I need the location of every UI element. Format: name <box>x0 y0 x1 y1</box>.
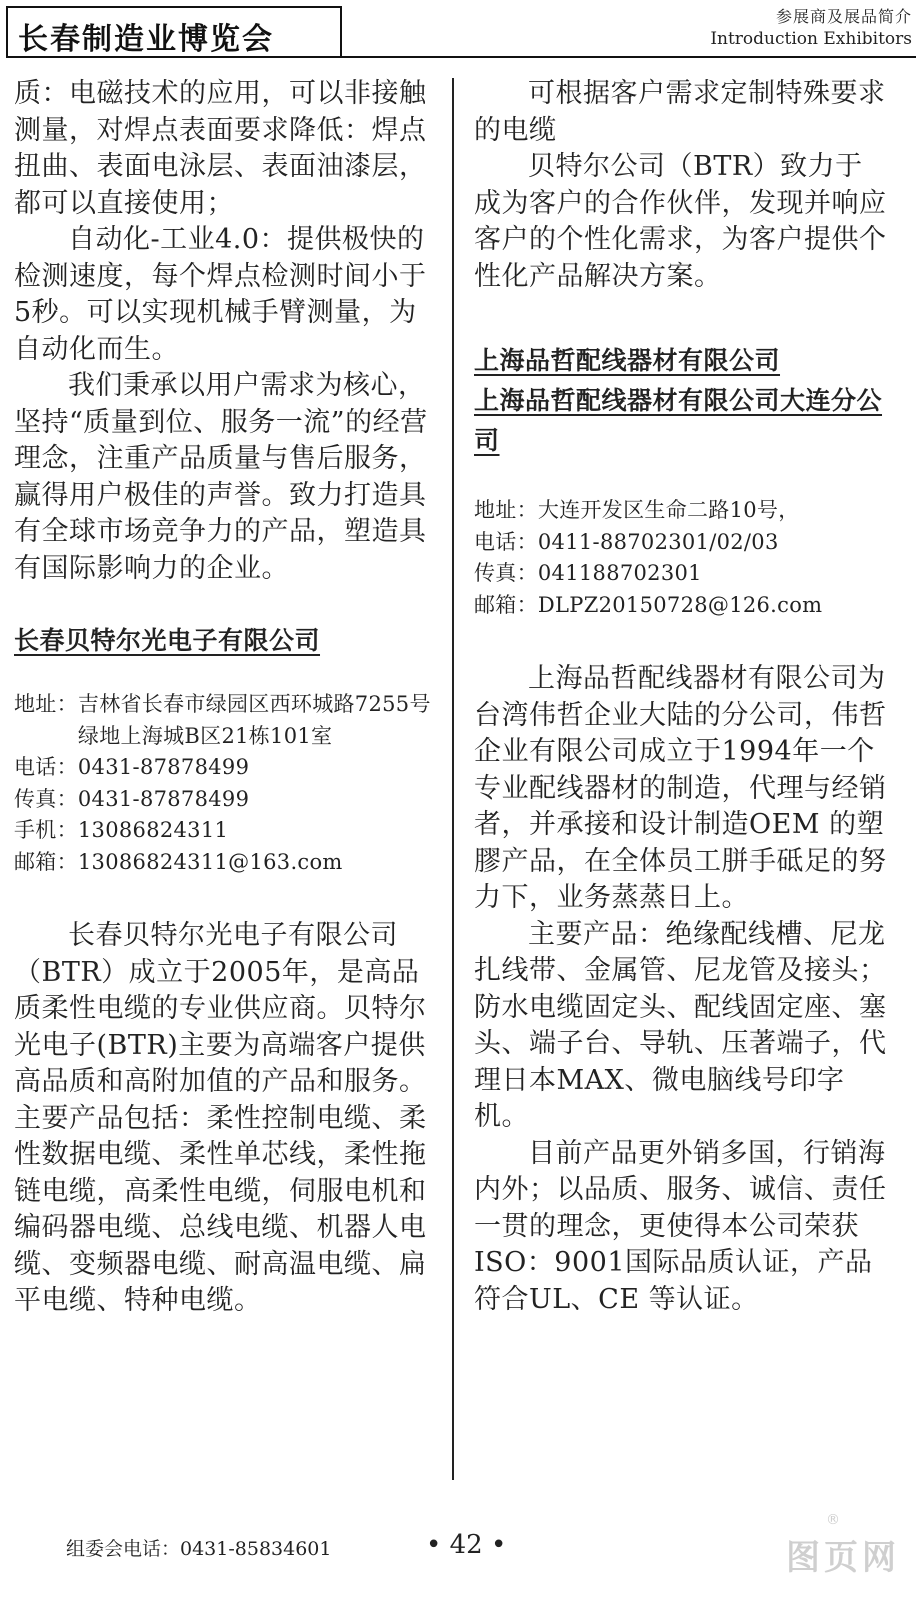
registered-icon: ® <box>826 1512 844 1528</box>
header-section <box>710 6 912 50</box>
address-row <box>14 689 432 752</box>
right-column <box>474 76 890 1318</box>
mobile: 手机：13086824311 <box>14 818 229 842</box>
spacer <box>474 295 890 341</box>
address: 地址：大连开发区生命二路10号， <box>474 498 800 522</box>
contact-info <box>14 689 432 878</box>
paragraph: 上海品哲配线器材有限公司为台湾伟哲企业大陆的分公司，伟哲企业有限公司成立于1994年一个专业配线器材的制造，代理与经销者，并承接和设计制造OEM 的塑膠产品，在全体员工胼手砥足的努力下，业务蒸蒸日上。 <box>474 663 887 913</box>
address-value: 吉林省长春市绿园区西环城路7255号绿地上海城B区21栋101室 <box>77 692 431 748</box>
paragraph: 自动化-工业4.0：提供极快的检测速度，每个焊点检测时间小于5秒。可以实现机械手臂测量，为自动化而生。 <box>14 224 427 365</box>
footer-phone: 组委会电话：0431-85834601 <box>66 1538 332 1560</box>
spacer <box>14 661 432 689</box>
left-column <box>14 76 432 1320</box>
company-branch-name: 上海品哲配线器材有限公司大连分公司 <box>474 386 883 455</box>
spacer <box>14 587 432 621</box>
tel: 电话：0431-87878499 <box>14 755 250 779</box>
watermark-logo <box>786 1512 900 1579</box>
tel: 电话：0411-88702301/02/03 <box>474 529 779 554</box>
fax: 传真：0431-87878499 <box>14 786 250 811</box>
paragraph: 主要产品：绝缘配线槽、尼龙扎线带、金属管、尼龙管及接头；防水电缆固定头、配线固定座、塞头、端子台、导轨、压著端子，代理日本MAX、微电脑线号印字机。 <box>474 918 887 1132</box>
header-title: 长春制造业博览会 <box>18 22 274 57</box>
spacer <box>474 461 890 495</box>
section-title-en: Introduction Exhibitors <box>710 29 912 49</box>
paragraph: 长春贝特尔光电子有限公司（BTR）成立于2005年，是高品质柔性电缆的专业供应商。贝特尔光电子(BTR)主要为高端客户提供高品质和高附加值的产品和服务。主要产品包括：柔性控制电缆、柔性数据电缆、柔性单芯线，柔性拖链电缆，高柔性电缆，伺服电机和编码器电缆、总线电缆、机器人电缆、变频器电缆、耐高温电缆、扁平电缆、特种电缆。 <box>14 920 427 1316</box>
paragraph: 目前产品更外销多国，行销海内外；以品质、服务、诚信、责任一贯的理念，更使得本公司荣获ISO：9001国际品质认证，产品符合UL、CE 等认证。 <box>474 1137 887 1315</box>
contact-info <box>474 495 890 621</box>
paragraph: 可根据客户需求定制特殊要求的电缆 <box>474 78 886 146</box>
fax: 传真：041188702301 <box>474 561 702 585</box>
email: 邮箱：DLPZ20150728@126.com <box>474 592 823 617</box>
company-name: 上海品哲配线器材有限公司 <box>474 346 781 375</box>
header-rule <box>342 56 916 58</box>
paragraph: 贝特尔公司（BTR）致力于成为客户的合作伙伴，发现并响应客户的个性化需求，为客户提供个性化产品解决方案。 <box>474 151 887 292</box>
address-label: 地址： <box>14 692 78 716</box>
email: 邮箱：13086824311@163.com <box>14 849 343 874</box>
spacer <box>14 878 432 918</box>
company-name: 长春贝特尔光电子有限公司 <box>14 626 321 655</box>
paragraph: 我们秉承以用户需求为核心，坚持“质量到位、服务一流”的经营理念，注重产品质量与售后服务，赢得用户极佳的声誉。致力打造具有全球市场竞争力的产品，塑造具有国际影响力的企业。 <box>14 370 428 584</box>
watermark-text: 图页网 <box>786 1538 900 1578</box>
column-divider <box>452 78 454 1480</box>
page-number: • 42 • <box>426 1530 507 1560</box>
section-title-cn: 参展商及展品简介 <box>775 7 912 26</box>
header-title-box <box>6 6 342 58</box>
paragraph: 质：电磁技术的应用，可以非接触测量，对焊点表面要求降低：焊点扭曲、表面电泳层、表面油漆层，都可以直接使用； <box>14 78 427 219</box>
spacer <box>474 621 890 661</box>
